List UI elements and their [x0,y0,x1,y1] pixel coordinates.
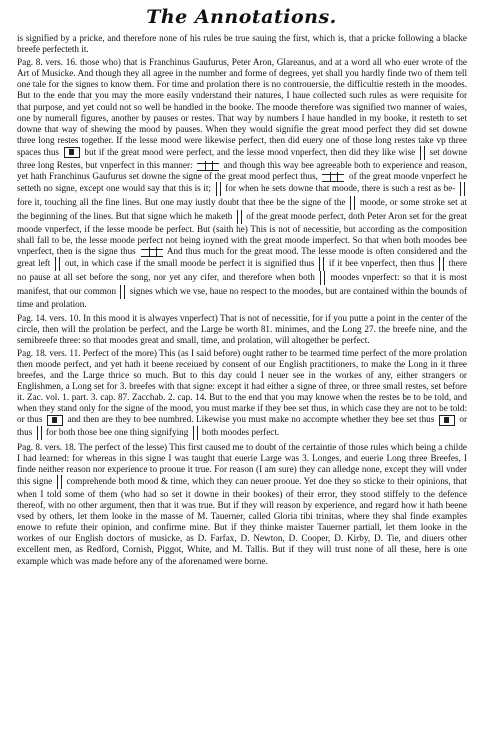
text-run: and though this way bee agreeable both to experience and reason, yet hath Franchinus Gaufurus set downe the signe of the great mood perfect thus, [17,159,468,182]
rest-figure-icon [193,426,198,440]
mood-sign-icon [120,285,125,299]
rest-figure-icon [439,415,455,426]
mood-sign-icon [319,257,324,271]
mood-sign-icon [322,172,344,182]
text-run: set downe three long Restes, but vnperfect in this manner: [17,147,468,170]
text-run: for both those bee one thing signifying [45,426,189,437]
paragraph [17,313,467,346]
text-run: if it bee vnperfect, then thus [328,258,435,269]
rest-figure-icon [197,161,219,171]
rest-figure-icon [420,146,425,160]
mood-sign-icon [350,196,355,210]
mood-sign-icon [237,210,242,224]
text-run: Pag. 8. vers. 18. The perfect of the lesse) This first caused me to doubt of the certaintie of those rules which being a childe I had learned: for whereas in this signe I was taught that euerie Large was 3. Longes, and euerie Long three Breefes, I finde neither reason nor experience to prooue it true. For reason (I am sure) they can alledge none, except they will vnder this signe [17,441,467,487]
paragraph [17,57,467,310]
text-run: or thus [17,414,468,437]
text-run: time and prolation. [17,299,87,310]
text-run: fore it, touching all the fine lines. But one may iustly doubt that thee be the signe of the [17,197,346,208]
text-run: moodes vnperfect: so that it is most manifest, that our common [17,272,468,297]
mood-sign-icon [57,475,62,489]
mood-sign-icon [141,247,163,257]
mood-sign-icon [439,257,444,271]
annotation-text [17,33,467,567]
mood-sign-icon [55,257,60,271]
mood-sign-icon [320,271,325,285]
text-run: And thus much for the great mood. The lesse moode is often considered and the great left [17,246,468,269]
text-run: Pag. 8. vers. 16. those who) that is Franchinus Gaufurus, Peter Aron, Glareanus, and at a word all who euer wrote of the Art of Musicke. And though they all agree in the number and forme of degrees, yet shall you hardly finde two of them tell one tale for the signes to know them. For time and prolation there is no controuersie, the difficultie resteth in the moodes. But to the ende that you may the more easily vnderstand their natures, I haue collected such rules as were requisite for that purpose, and yet could not so well be handled in the booke. The moode therefore was signified two manner of waies, one by numerall figures, another by pauses or restes. That way by numbers I haue handled in my booke, it resteth to set downe that way of shewing the mood by pauses. When they would signifie the great mood perfect they did set downe three long restes together. If the lesse mood were likewise perfect, then did euery one of those long restes take vp three spaces thus [17,57,467,158]
mood-sign-icon [216,182,221,196]
paragraph [17,348,467,440]
paragraph [17,33,467,55]
text-run: but if the great mood were perfect, and the lesse mood vnperfect, then did they like wise [84,147,416,158]
text-run: Pag. 14. vers. 10. In this mood it is alwayes vnperfect) That is not of necessitie, for if you putte a point in the center of the circle, then will the prolation be perfect, and the Large be worth 81. minimes, and the Long 27. the breefe nine, and the semibreefe three: so that moodes great and small, time, and prolation, will altogether be perfect. [17,312,467,345]
text-run: comprehende both mood & time, which they can neuer prooue. Yet doe they so sticke to their opinions, that when I told some of them (who had so set it downe in their bookes) of their error, they stood stiffely to the defence thereof, with no other argument, then that it was true. But if they will reason by experience, and regard how it hath beene vsed by others, let them looke in the masse of M. Tauerner, called Gloria tibi trinitas, where they shal finde examples enowe to refute their opinion, and confirme mine. But if they thinke maister Tauerner partiall, let them looke in the workes of our English doctors of musicke, as D. Farfax, D. Newton, D. Cooper, D. Kirby, D. Tie, and diuers other excellent men, as Redford, Cornish, Piggot, White, and M. Tallis. But if they will trust none of all these, here is one example which was made before any of the aforenamed were borne. [17,476,468,566]
text-run: both moodes perfect. [201,426,280,437]
text-run: Pag. 18. vers. 11. Perfect of the more) This (as I said before) ought rather to be tearmed time perfect of the more prolation then moode perfect, and yet hath it beene receiued by consent of our English practitioners, to make the Long in it three breefes, and the Large thrice so much. But to this day could I neuer see in the workes of any, either strangers or Englishmen, a Long set for 3. breefes with that signe: except it had either a signe of three, or three small restes, set before it. Zac. vol. 1. part. 3. cap. 87. Zacchab. 2. cap. 14. But to the end that you may knowe when the restes be to be told, and when they stand only for the signe of the mood, you must marke if they bee set thus, in which case they are not to be told: or thus [17,347,467,425]
rest-figure-icon [47,415,63,426]
paragraph [17,442,467,567]
rest-figure-icon [64,147,80,158]
page-title: The Annotations. [146,6,337,28]
text-run: out, in which case if the small moode be perfect it is signified thus [64,258,315,269]
text-run: signes which we vse, haue no respect to the moodes, but are contained within the bounds of [129,286,468,297]
text-run: there no pause at all set before the song, nor yet any cifer, and therefore when both [17,258,467,283]
text-run: of the great moode vnperfect he setteth no signe, except one would say that this is it; [17,171,468,194]
text-run: is signified by a pricke, and therefore none of his rules be true sauing the first, which is, that a pricke following a blacke breefe perfecteth it. [17,33,467,55]
text-run: for when he sets downe that moode, there is such a rest as be- [225,183,456,194]
text-run: moode, or some stroke set at the beginning of the lines. But that signe which he maketh [17,197,468,222]
rest-figure-icon [460,182,465,196]
rest-figure-icon [37,426,42,440]
text-run: of the great moode perfect, doth Peter Aron set for the great moode vnperfect, if the lesse moode be perfect. But (saith he) This is not of necessitie, but according as the composition shall fall to be, the lesse moode perfect not being ioyned with the great moode imperfect. So that when both moodes bee vnperfect, then is the signe thus [17,211,468,257]
text-run: and then are they to bee numbred. Likewise you must make no accompte whether they bee set thus [67,414,435,425]
